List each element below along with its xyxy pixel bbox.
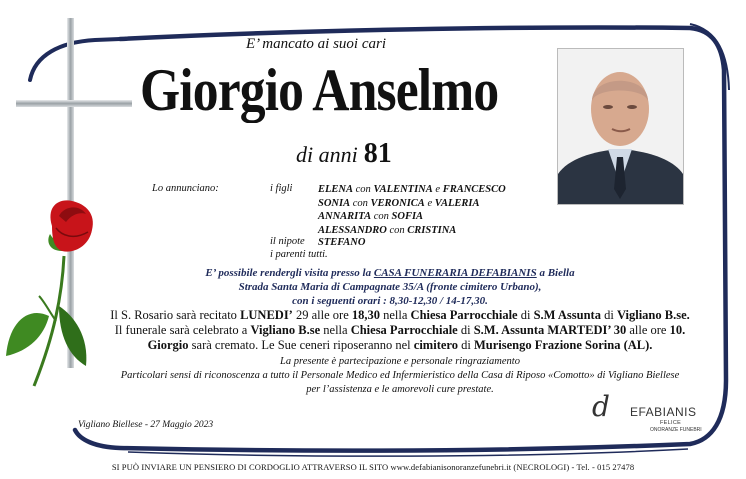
emphasis-text: 18,30 [351,308,380,322]
emphasis-text: cimitero [413,338,458,352]
age-line [296,138,392,170]
child-entry [318,197,506,211]
intro-text: E’ mancato ai suoi cari [246,36,386,52]
text-span: sarà cremato. Le Sue ceneri riposeranno nel [188,338,414,352]
text-span: con [371,211,392,222]
relatives-text: i parenti tutti. [270,249,328,260]
emphasis-text: VERONICA [370,197,425,209]
funeral-home-name: CASA FUNERARIA DEFABIANIS [373,267,537,279]
text-span: con [386,224,408,236]
child-entry [318,183,506,197]
emphasis-text: S.M Assunta [533,308,601,322]
rose-icon [4,196,104,396]
text-span: con [353,184,374,195]
emphasis-text: CRISTINA [407,224,457,236]
visit-info: E’ possibile rendergli visita presso la CASA FUNERARIA DEFABIANIS a Biella Strada Santa Maria di Campagnate 35/A (fronte cimitero Urbano), con i seguenti orari : 8,30-12,30 / 14-17,30. [205,267,575,307]
text-span: di [457,338,474,352]
deceased-name: Giorgio Anselmo [140,57,499,123]
emphasis-text: Vigliano B.se. [616,308,690,322]
text-span: nella [320,323,351,337]
child-entry [318,224,506,238]
thanks-text: La presente è partecipazione e personale ringraziamento Particolari sensi di riconoscenza a tutto il Personale Medico ed Infermieristico della Casa di Riposo «Comotto» di Vigliano Biellese per l’assistenza e le amorevoli cure prestate. [120,356,680,395]
emphasis-text: ANNARITA [318,211,372,222]
emphasis-text: LUNEDI’ [240,308,293,322]
age-label: di anni [296,142,358,167]
text-span: nella [380,308,411,322]
footer-contact: SI PUÒ INVIARE UN PENSIERO DI CORDOGLIO ATTRAVERSO IL SITO www.defabianisonoranzefunebri.it (NECROLOGI) - Tel. - 015 27478 [111,462,635,472]
grandson-label: il nipote [270,236,305,247]
emphasis-text: 10. [669,323,686,337]
text-span: Il S. Rosario sarà recitato [110,308,241,322]
emphasis-text: Vigliano B.se [250,323,321,337]
ceremony-line [100,338,700,353]
emphasis-text: Giorgio [147,338,189,352]
grandson-name: STEFANO [318,237,366,248]
emphasis-text: VALERIA [434,197,480,209]
text-span: Il funerale sarà celebrato a [114,323,251,337]
place-date: Vigliano Biellese - 27 Maggio 2023 [78,420,214,430]
text-span: di [457,323,474,337]
emphasis-text: ELENA [318,184,354,195]
age-value: 81 [363,138,392,169]
text-span: di [517,308,534,322]
ceremony-details [100,308,700,353]
text-span: e [432,184,443,195]
child-entry [318,210,506,224]
emphasis-text: Chiesa Parrocchiale [350,323,458,337]
ceremony-line [100,323,700,338]
text-span: 29 alle ore [292,308,352,322]
emphasis-text: SOFIA [391,211,424,222]
emphasis-text: SONIA [318,197,351,209]
children-list [318,183,506,237]
text-span: e [424,197,435,209]
ceremony-line [100,308,700,323]
emphasis-text: FRANCESCO [442,184,506,195]
emphasis-text: Murisengo Frazione Sorina (AL). [473,338,653,352]
emphasis-text: ALESSANDRO [318,224,387,236]
text-span: alle ore [626,323,670,337]
children-label: i figli [270,183,293,194]
text-span: di [600,308,617,322]
emphasis-text: S.M. Assunta MARTEDI’ 30 [473,323,627,337]
portrait-photo [557,48,684,205]
emphasis-text: VALENTINA [373,184,433,195]
funeral-home-logo: d EFABIANIS FELICE ONORANZE FUNEBRI [592,390,702,433]
announcers-label: Lo annunciano: [152,183,219,194]
text-span: con [350,197,371,209]
emphasis-text: Chiesa Parrocchiale [410,308,518,322]
